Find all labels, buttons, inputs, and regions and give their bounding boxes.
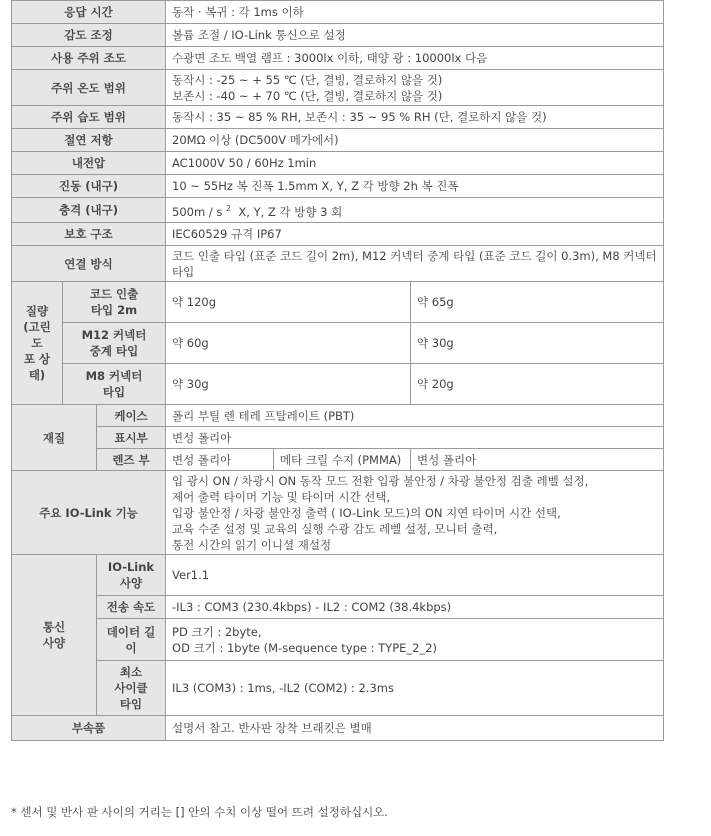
footnote: * 센서 및 반사 판 사이의 거리는 [] 안의 수치 이상 떨어 뜨려 설정하십시오. [11,805,388,819]
table-row [12,619,664,661]
row-label: 절연 저항 [12,129,166,152]
material-value: 폴리 부틸 렌 테레 프탈레이트 (PBT) [166,405,664,427]
weight-value: 약 20g [411,364,664,405]
table-row [12,405,664,427]
comm-item-label: IO-Link 사양 [97,555,166,596]
material-value: 메타 크릴 수지 (PMMA) [274,449,411,471]
table-row [12,661,664,716]
shock-value-exponent: 2 [226,203,232,213]
table-row [12,449,664,471]
table-row [12,471,664,555]
material-value: 변성 폴리아 [166,427,664,449]
table-row [12,246,664,282]
material-part-label: 표시부 [97,427,166,449]
comm-value: IL3 (COM3) : 1ms, -IL2 (COM2) : 2.3ms [166,661,664,716]
row-label: 연결 방식 [12,246,166,282]
row-label: 감도 조정 [12,24,166,47]
comm-item-label: 데이터 길 이 [97,619,166,661]
comm-value: -IL3 : COM3 (230.4kbps) - IL2 : COM2 (38.4kbps) [166,596,664,619]
row-label: 내전압 [12,152,166,175]
table-row [12,1,664,24]
row-value: 수광면 조도 백열 램프 : 3000lx 이하, 태양 광 : 10000lx 다음 [166,47,664,70]
comm-item-label: 최소 사이클 타임 [97,661,166,716]
table-row [12,198,664,223]
row-label: 주요 IO-Link 기능 [12,471,166,555]
row-value: 동작시 : -25 ~ + 55 ℃ (단, 결빙, 결로하지 않을 것) 보존시 : -40 ~ + 70 ℃ (단, 결빙, 결로하지 않을 것) [166,70,664,106]
table-row [12,175,664,198]
comm-item-label: 전송 속도 [97,596,166,619]
table-row [12,427,664,449]
comm-value: PD 크기 : 2byte, OD 크기 : 1byte (M-sequence type : TYPE_2_2) [166,619,664,661]
weight-value: 약 30g [166,364,411,405]
row-label: 주위 습도 범위 [12,106,166,129]
table-row [12,152,664,175]
material-part-label: 케이스 [97,405,166,427]
comm-group-label: 통신 사양 [12,555,97,716]
material-value: 변성 폴리아 [166,449,274,471]
shock-value-prefix: 500m / s [172,204,223,219]
row-value: 10 ~ 55Hz 복 진폭 1.5mm X, Y, Z 각 방향 2h 복 진폭 [166,175,664,198]
weight-type-label: M12 커넥터 중계 타입 [63,323,166,364]
table-row [12,364,664,405]
table-row [12,555,664,596]
row-value: 볼륨 조절 / IO-Link 통신으로 설정 [166,24,664,47]
weight-group-label: 질량 (고린 도 포 상 태) [12,282,63,405]
row-value [166,198,664,223]
table-row [12,323,664,364]
row-value: 코드 인출 타입 (표준 코드 길이 2m), M12 커넥터 중계 타입 (표준 코드 길이 0.3m), M8 커넥터 타입 [166,246,664,282]
weight-type-label: 코드 인출 타입 2m [63,282,166,323]
row-label: 부속품 [12,716,166,741]
row-value: 설명서 참고. 반사판 장착 브래킷은 별매 [166,716,664,741]
row-value: 입 광시 ON / 차광시 ON 동작 모드 전환 입광 불안정 / 차광 불안정 검출 레벨 설정, 제어 출력 타이머 기능 및 타이머 시간 선택, 입광 불안정 / 차광 불안정 출력 ( IO-Link 모드)의 ON 지연 타이머 시간 선택, 교육 수준 설정 및 교육의 실행 수광 감도 레벨 설정, 모니터 출력, 통전 시간의 읽기 이니셜 재설정 [166,471,664,555]
row-value: 20MΩ 이상 (DC500V 메가에서) [166,129,664,152]
comm-value: Ver1.1 [166,555,664,596]
weight-type-label: M8 커넥터 타입 [63,364,166,405]
table-row [12,129,664,152]
shock-value-suffix: X, Y, Z 각 방향 3 회 [238,204,343,219]
weight-value: 약 65g [411,282,664,323]
material-value: 변성 폴리아 [411,449,664,471]
material-group-label: 재질 [12,405,97,471]
table-row [12,282,664,323]
row-label: 사용 주위 조도 [12,47,166,70]
weight-value: 약 120g [166,282,411,323]
row-label: 응답 시간 [12,1,166,24]
material-part-label: 렌즈 부 [97,449,166,471]
row-label: 주위 온도 범위 [12,70,166,106]
row-value: AC1000V 50 / 60Hz 1min [166,152,664,175]
table-row [12,596,664,619]
table-row [12,24,664,47]
table-row [12,223,664,246]
table-row [12,106,664,129]
row-label: 충격 (내구) [12,198,166,223]
weight-value: 약 60g [166,323,411,364]
row-value: 동작 · 복귀 : 각 1ms 이하 [166,1,664,24]
table-row [12,47,664,70]
row-value: 동작시 : 35 ~ 85 % RH, 보존시 : 35 ~ 95 % RH (단, 결로하지 않을 것) [166,106,664,129]
spec-table [11,0,664,741]
weight-value: 약 30g [411,323,664,364]
row-value: IEC60529 규격 IP67 [166,223,664,246]
table-row [12,70,664,106]
row-label: 보호 구조 [12,223,166,246]
table-row [12,716,664,741]
row-label: 진동 (내구) [12,175,166,198]
